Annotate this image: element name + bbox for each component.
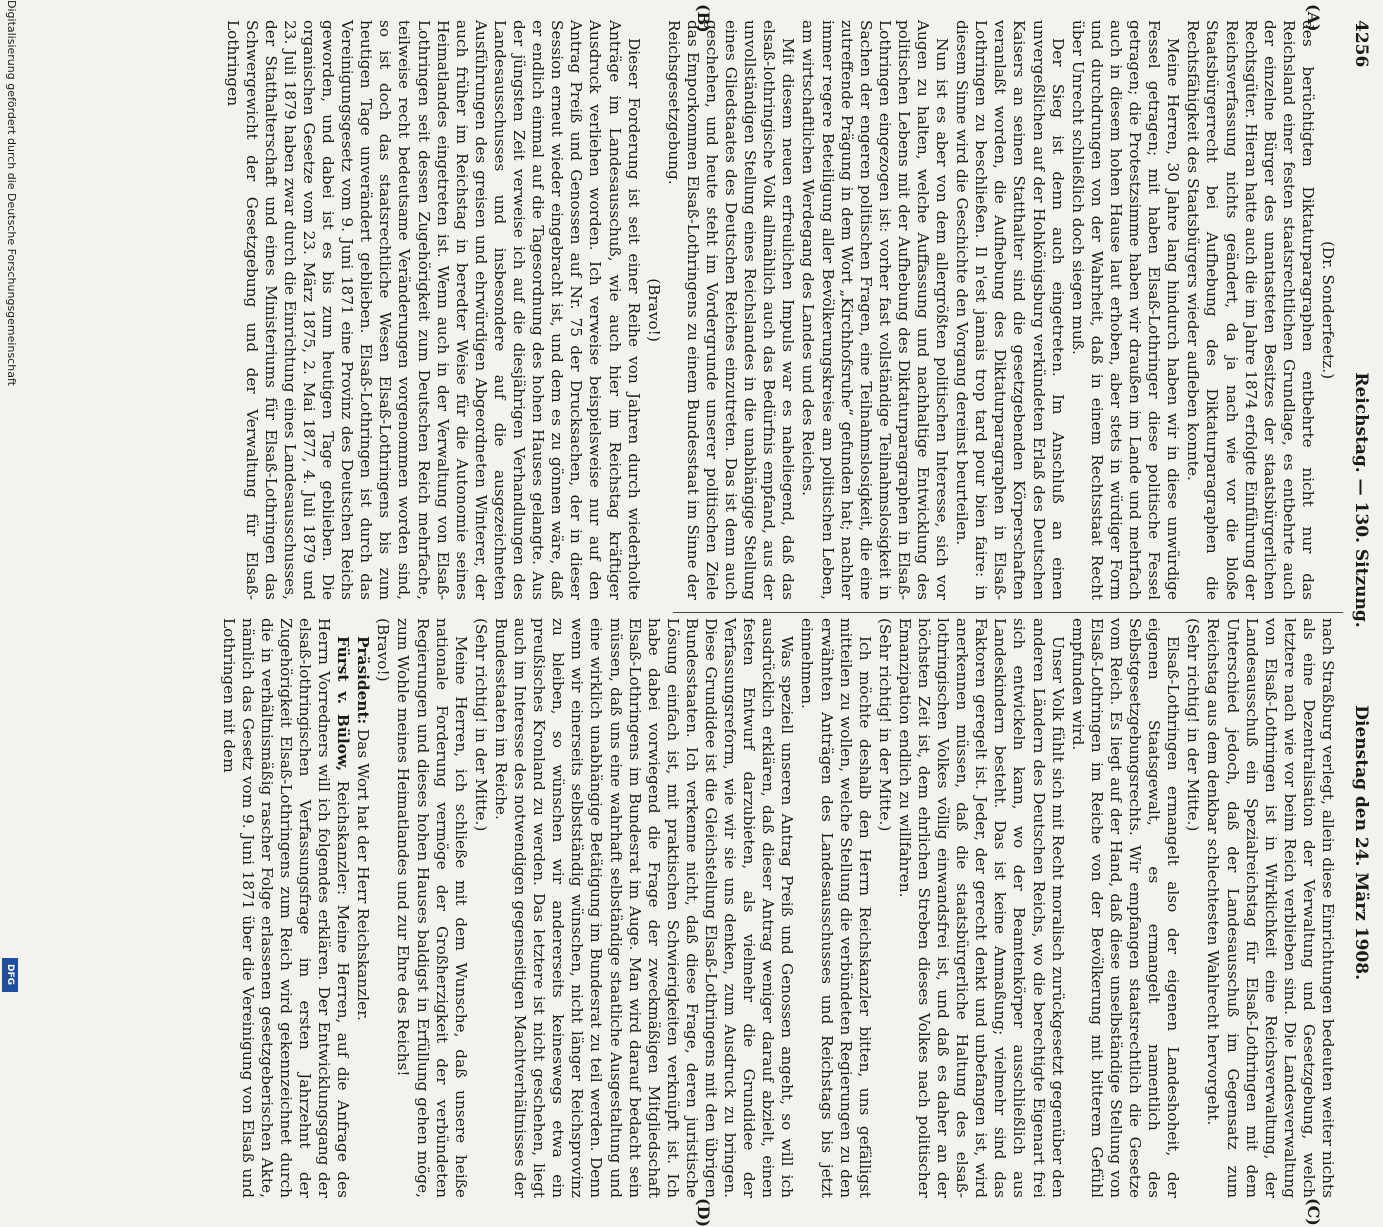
paragraph: nach Straßburg verlegt, allein diese Einrichtungen bedeuten weiter nichts als eine Dezentralisation der Verwaltung und Gesetzgebung, welch letztere nach wie vor beim Reich verblieben sind. Die Landesverwaltung von Elsaß-Lothringen ist in Wirklichkeit eine Reichsverwaltung, der Landesausschuß ein Spezialreichstag für Elsaß-Lothringen mit dem Unterschied jedoch, daß der Landesausschuß im Gegensatz zum Reichstag aus dem denkbar schlechtesten Wahlrecht hervorgeht.	[1204, 618, 1337, 1198]
speaker-role: Reichskanzler:	[334, 780, 353, 896]
paragraph: Elsaß-Lothringen ermangelt also der eigenen Landeshoheit, der eigenen Staatsgewalt, es ermangelt namentlich des Selbstgesetzgebungsrechts. Wir empfangen staatsrechtlich die Gesetze vom Reich. Es liegt auf der Hand, daß diese unselbständige Stellung von Elsaß-Lothringen im Reiche von der Bevölkerung mit bitterem Gefühl empfunden wird.	[1068, 618, 1183, 1198]
margin-mark-b: (B)	[694, 4, 713, 33]
paragraph: Nun ist es aber von dem allergrößten politischen Interesse, sich vor Augen zu halten, welche Auffassung und nachhaltige Entwicklung des politischen Lebens mit der Aufhebung des Diktaturparagraphen in Elsaß-Lothringen eingezogen ist: vorher fast vollständige Teilnahmslosigkeit in Sachen der engeren politischen Fragen, eine Teilnahmslosigkeit, die eine zutreffende Prägung in dem Wort „Kirchhofsruhe“ gefunden hat; nachher immer regere Beteiligung aller Bevölkerungskreise am politischen Leben, am wirtschaftlichen Werdegang des Landes und des Reiches.	[799, 20, 952, 600]
paragraph: Was speziell unseren Antrag Preiß und Genossen angeht, so will ich ausdrücklich erklären, daß dieser Antrag weniger darauf abzielt, einen festen Entwurf darzubieten, als vielmehr die Grundidee der Verfassungsreform, wie wir sie uns denken, zum Ausdruck zu bringen. Diese Grundidee ist die Gleichstellung Elsaß-Lothringens mit den übrigen Bundesstaaten. Ich verkenne nicht, daß diese Frage, deren juristische Lösung einfach ist, mit praktischen Schwierigkeiten verknüpft ist. Ich habe dabei vorwiegend die Frage der zweckmäßigen Mitgliedschaft Elsaß-Lothringens im Bundesrat im Auge. Man wird darauf bedacht sein müssen, daß uns eine wahrhaft selbständige staatliche Ausgestaltung und eine wirklich unabhängige Betätigung im Bundesrat zu teil werden. Denn wenn wir einerseits selbstständig wünschen, nicht länger Reichsprovinz zu bleiben, so wünschen wir andererseits keineswegs etwa ein preußisches Kronland zu werden. Das letztere ist nicht geschehen, liegt auch im Interesse des notwendigen gegenseitigen Machtverhältnisses der Bundesstaaten im Reiche.	[491, 618, 797, 1198]
paragraph: Meine Herren, 30 Jahre lang hindurch haben wir in diese unwürdige Fessel getragen; mit haben Elsaß-Lothringer diese politische Fessel getragen; die Protestzsimme haben wir draußen im Lande und mehrfach auch in diesem hohen Hause laut erhoben, aber stets in würdiger Form und durchdrungen von der Wahrheit, daß in einem Rechtsstaat Recht über Unrecht schließlich doch siegen muß.	[1068, 20, 1183, 600]
left-column	[222, 20, 1337, 600]
session-date: Dienstag den 24. März 1908.	[1351, 705, 1371, 980]
digitization-note	[0, 0, 20, 1000]
page-header	[1345, 20, 1375, 980]
margin-mark-c: (C)	[1304, 1198, 1323, 1226]
speaker-label: Fürst v. Bülow,	[334, 636, 353, 772]
paragraph: Dieser Forderung ist seit einer Reihe von Jahren durch wiederholte Anträge im Landesausschuß, wie auch hier im Reichstag kräftiger Ausdruck verliehen worden. Ich verweise beispielsweise nur auf den Antrag Preiß und Genossen auf Nr. 75 der Drucksachen, der in dieser Session erneut wieder eingebracht ist, und dem es zu gönnen wäre, daß er endlich einmal auf die Tagesordnung des hohen Hauses gelangte. Aus der jüngsten Zeit verweise ich auf die diesjährigen Verhandlungen des Landesausschusses und insbesondere auf die ausgezeichneten Ausführungen des greisen und ehrwürdigen Abgeordneten Winterer, der auch früher im Reichstag in beredter Weise für die Autonomie seines Heimatlandes eingetreten ist. Wenn auch in der Verwaltung von Elsaß-Lothringen seit dessen Zugehörigkeit zum Deutschen Reich mehrfache, teilweise recht bedeutsame Veränderungen vorgenommen worden sind, so ist doch das staatsrechtliche Wesen Elsaß-Lothringens bis zum heutigen Tage unverändert geblieben. Elsaß-Lothringen ist durch das Vereinigungsgesetz vom 9. Juni 1871 eine Provinz des Deutschen Reichs geworden, und dabei ist es bis zum heutigen Tage geblieben. Die organischen Gesetze vom 23. März 1875, 2. Mai 1877, 4. Juli 1879 und 23. Juli 1879 haben zwar durch die Einrichtung eines Landesausschusses, der Statthalterschaft und eines Ministeriums für Elsaß-Lothringen das Schwergewicht der Gesetzgebung und der Verwaltung für Elsaß-Lothringen	[223, 20, 643, 600]
dfg-logo: DFG	[2, 958, 18, 992]
margin-mark-a: (A)	[1304, 4, 1323, 32]
margin-mark-d: (D)	[694, 1198, 713, 1227]
statement-text: Meine Herren, auf die Anfrage des Herrn Vorredners will ich folgendes erklären. Der Entwicklungsgang der elsaß-lothringischen Verfassungsfrage im ersten Jahrzehnt der Zugehörigkeit Elsaß-Lothringens zum Reich wird gekennzeichnet durch die in verhältnismäßig rascher Folge erlassenen gesetzgeberischen Akte, nämlich das Gesetz vom 9. Juni 1871 über die Vereinigung von Elsaß und Lothringen mit dem	[219, 618, 353, 1199]
footer-text: Digitalisierung gefördert durch die Deutsche Forschungsgemeinschaft	[5, 0, 18, 386]
paragraph: Mit diesem neuen erfreulichen Impuls war es naheliegend, daß das elsaß-lothringische Volk allmählich auch das Bedürfnis empfand, aus der unvollständigen Stellung eines Reichslandes in die unabhängige Stellung eines Gliedstaates des Deutschen Reiches einzutreten. Das ist denn auch geschehen, und heute steht im Vordergrunde unserer politischen Ziele das Emporkommen Elsaß-Lothringens zu einem Bundesstaat im Sinne der Reichsgesetzgebung.	[664, 20, 798, 600]
paragraph: Ich möchte deshalb den Herrn Reichskanzler bitten, uns gefälligst mitteilen zu wollen, welche Stellung die verbündeten Regierungen zu den erwähnten Anträgen des Landesausschusses und Reichstags bis jetzt einnehmen.	[798, 618, 874, 1198]
speaker-reference: (Dr. Sonderfeetz.)	[1319, 240, 1337, 380]
interjection: (Bravo!)	[374, 618, 393, 682]
interjection: (Bravo!)	[644, 278, 663, 342]
chancellor-statement	[219, 618, 353, 1198]
speaker-label: Präsident:	[354, 636, 373, 725]
statement-text: Das Wort hat der Herr Reichskanzler.	[354, 729, 373, 1021]
paragraph: Unser Volk fühlt sich mit Recht moralisch zurückgesetzt gegenüber den anderen Ländern des Deutschen Reichs, wo die berechtigte Eigenart frei sich entwickeln kann, wo der Beamtenkörper ausschließlich aus Landeskindern besteht. Das ist keine Anmaßung; vielmehr sind das Faktoren geregelt ist. Jeder, der gerecht denkt und unbefangen ist, wird anerkennen müssen, daß die staatsbürgerliche Haltung des elsaß-lothringischen Volkes völlig einwandsfrei ist, und daß es daher an der höchsten Zeit ist, dem ehrlichen Streben dieses Volkes nach politischer Emanzipation endlich zu willfahren.	[895, 618, 1067, 1198]
interjection: (Sehr richtig! in der Mitte.)	[471, 618, 490, 832]
page-title: Reichstag. — 130. Sitzung.	[1351, 372, 1371, 628]
column-divider	[673, 612, 1343, 613]
paragraph: Der Sieg ist denn auch eingetreten. Im Anschluß an einen unvergeßlichen auf der Hohkönigsburg verkündeten Erlaß des Deutschen Kaisers an seinen Statthalter sind die gesetzgebenden Körperschaften veranlaßt worden, die Aufhebung des Diktaturparagraphen in Elsaß-Lothringen zu beschließen. Il n'est jamais trop tard pour bien faire: in diesem Sinne wird die Geschichte den Vorgang dereinst beurteilen.	[953, 20, 1067, 600]
page-number: 4256	[1351, 20, 1371, 68]
interjection: (Sehr richtig! in der Mitte.)	[1184, 618, 1203, 832]
interjection: (Sehr richtig! in der Mitte.)	[875, 618, 894, 832]
right-column	[218, 618, 1337, 1198]
president-statement	[353, 618, 372, 1198]
paragraph: Meine Herren, ich schließe mit dem Wunsche, daß unsere heiße nationale Forderung vermöge der Großherzigkeit der verbündeten Regierungen und dieses hohen Hauses baldigst in Erfüllung gehen möge, zum Wohle meines Heimatlandes und zur Ehre des Reichs!	[394, 618, 470, 1198]
paragraph: des berüchtigten Diktaturparagraphen entbehrte nicht nur das Reichsland einer festen staatsrechtlichen Grundlage, es entbehrte auch der einzelne Bürger des unantasteten Besitzes der staatsbürgerlichen Rechtsgüter. Hieran hatte auch die im Jahre 1874 erfolgte Einführung der Reichsverfassung nichts geändert, da ja nach wie vor die bloße Staatsbürgerrecht bei Aufhebung des Diktaturparagraphen die Rechtsfähigkeit des Staatsbürgers wieder aufleben konnte.	[1184, 20, 1317, 600]
